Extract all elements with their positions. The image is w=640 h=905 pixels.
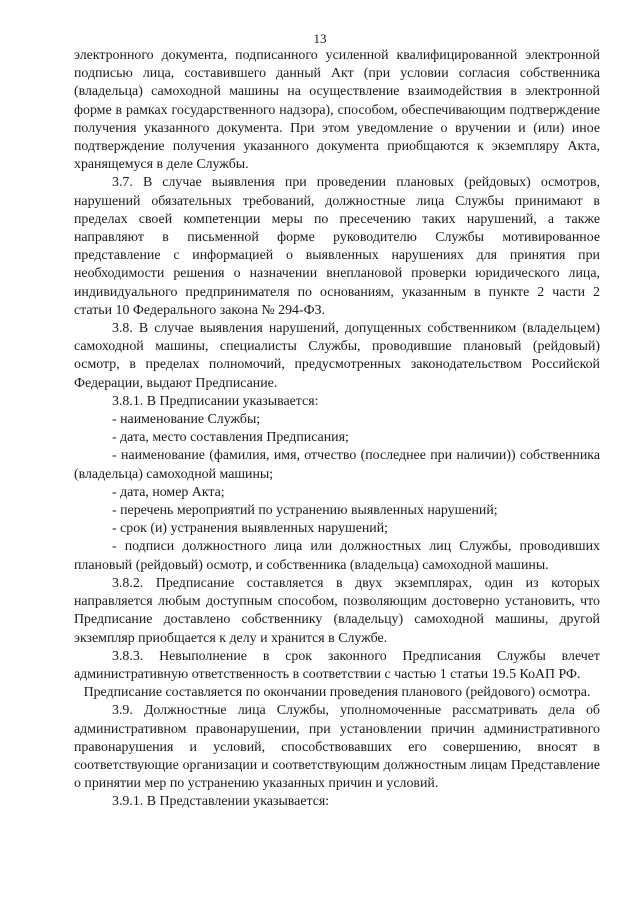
list-item: - подписи должностного лица или должностных лиц Службы, проводивших плановый (рейдовый) осмотр, и собственника (владельца) самоходной машины. bbox=[74, 539, 600, 573]
paragraph-continuation: электронного документа, подписанного усиленной квалифицированной электронной подписью лица, составившего данный Акт (при условии согласия собственника (владельца) самоходной машины на осуществление взаимодействия в электронной форме в рамках государственного надзора), способом, обеспечивающим подтверждение получения указанного документа. При этом уведомление о вручении и (или) иное подтверждение получения указанного документа приобщаются к экземпляру Акта, хранящемуся в деле Службы. bbox=[74, 48, 600, 173]
list-item: - наименование (фамилия, имя, отчество (последнее при наличии)) собственника (владельца) самоходной машины; bbox=[74, 448, 600, 482]
paragraph-3-8: 3.8. В случае выявления нарушений, допущенных собственником (владельцем) самоходной машины, специалисты Службы, проводившие плановый (рейдовый) осмотр, в пределах полномочий, предусмотренных законодательством Российской Федерации, выдают Предписание. bbox=[74, 321, 600, 391]
paragraph-3-8-2: 3.8.2. Предписание составляется в двух экземплярах, один из которых направляется любым доступным способом, позволяющим достоверно установить, что Предписание доставлено собственнику (владельцу) самоходной машины, другой экземпляр приобщается к делу и хранится в Службе. bbox=[74, 575, 600, 646]
list-item: - перечень мероприятий по устранению выявленных нарушений; bbox=[112, 503, 498, 519]
page-number: 13 bbox=[313, 31, 327, 46]
list-item: - дата, место составления Предписания; bbox=[112, 430, 349, 446]
paragraph-note: Предписание составляется по окончании проведения планового (рейдового) осмотра. bbox=[83, 685, 591, 701]
paragraph-3-8-3: 3.8.3. Невыполнение в срок законного Предписания Службы влечет административную ответственность в соответствии с частью 1 статьи 19.5 КоАП РФ. bbox=[74, 648, 600, 682]
paragraph-3-9-1: 3.9.1. В Представлении указывается: bbox=[112, 794, 330, 810]
paragraph-3-9: 3.9. Должностные лица Службы, уполномоченные рассматривать дела об административном правонарушении, при установлении причин административного правонарушения и условий, способствовавших его совершению, вносят в соответствующие организации и соответствующим должностным лицам Представление о принятии мер по устранению указанных причин и условий. bbox=[74, 703, 600, 792]
list-item: - дата, номер Акта; bbox=[112, 484, 225, 500]
list-item: - наименование Службы; bbox=[112, 412, 261, 428]
paragraph-3-7: 3.7. В случае выявления при проведении плановых (рейдовых) осмотров, нарушений обязательных требований, должностные лица Службы принимают в пределах своей компетенции меры по пресечению таких нарушений, а также направляют в письменной форме руководителю Службы мотивированное представление с информацией о выявленных нарушениях для принятия при необходимости решения о назначении внеплановой проверки юридического лица, индивидуального предпринимателя по основаниям, указанным в пункте 2 части 2 статьи 10 Федерального закона № 294-ФЗ. bbox=[74, 175, 600, 318]
list-item: - срок (и) устранения выявленных нарушений; bbox=[112, 521, 389, 537]
document-text bbox=[74, 47, 600, 812]
paragraph-3-8-1: 3.8.1. В Предписании указывается: bbox=[112, 393, 319, 409]
